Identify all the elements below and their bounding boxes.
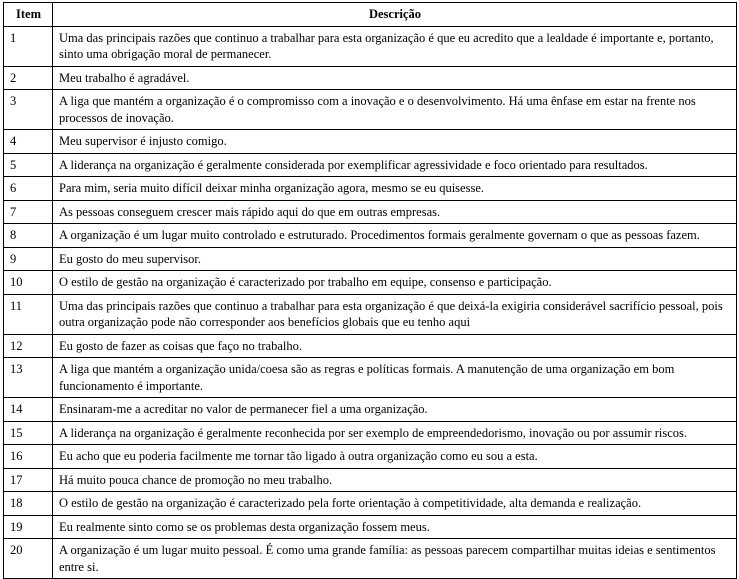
table-header-row [4, 3, 737, 27]
table-row [4, 398, 737, 422]
table-body [4, 26, 737, 579]
cell-item-description: As pessoas conseguem crescer mais rápido aqui do que em outras empresas. [53, 200, 737, 224]
cell-item-number: 11 [4, 294, 53, 334]
table-row [4, 200, 737, 224]
cell-item-number: 8 [4, 224, 53, 248]
table-row [4, 177, 737, 201]
table-row [4, 26, 737, 66]
cell-item-description: A organização é um lugar muito pessoal. É como uma grande família: as pessoas parecem compartilhar muitas ideias e sentimentos entre si. [53, 539, 737, 579]
cell-item-description: Para mim, seria muito difícil deixar minha organização agora, mesmo se eu quisesse. [53, 177, 737, 201]
cell-item-description: O estilo de gestão na organização é caracterizado pela forte orientação à competitividade, alta demanda e realização. [53, 492, 737, 516]
table-row [4, 294, 737, 334]
table-row [4, 539, 737, 579]
column-header-item: Item [4, 3, 53, 27]
cell-item-number: 12 [4, 334, 53, 358]
cell-item-description: Há muito pouca chance de promoção no meu trabalho. [53, 468, 737, 492]
table-row [4, 130, 737, 154]
cell-item-number: 7 [4, 200, 53, 224]
cell-item-description: Uma das principais razões que continuo a trabalhar para esta organização é que eu acredito que a lealdade é importante e, portanto, sinto uma obrigação moral de permanecer. [53, 26, 737, 66]
cell-item-description: Uma das principais razões que continuo a trabalhar para esta organização é que deixá-la exigiria considerável sacrifício pessoal, pois outra organização pode não corresponder aos benefícios globais que eu tenho aqui [53, 294, 737, 334]
cell-item-number: 5 [4, 153, 53, 177]
table-row [4, 334, 737, 358]
cell-item-number: 15 [4, 421, 53, 445]
cell-item-number: 6 [4, 177, 53, 201]
cell-item-number: 19 [4, 515, 53, 539]
table-row [4, 90, 737, 130]
table-row [4, 224, 737, 248]
cell-item-number: 1 [4, 26, 53, 66]
cell-item-number: 9 [4, 247, 53, 271]
column-header-description: Descrição [53, 3, 737, 27]
cell-item-description: A liga que mantém a organização é o compromisso com a inovação e o desenvolvimento. Há uma ênfase em estar na frente nos processos de inovação. [53, 90, 737, 130]
table-row [4, 271, 737, 295]
cell-item-description: A liga que mantém a organização unida/coesa são as regras e políticas formais. A manutenção de uma organização em bom funcionamento é importante. [53, 358, 737, 398]
cell-item-description: Eu gosto de fazer as coisas que faço no trabalho. [53, 334, 737, 358]
cell-item-number: 16 [4, 445, 53, 469]
table-header [4, 3, 737, 27]
cell-item-number: 18 [4, 492, 53, 516]
table-row [4, 247, 737, 271]
cell-item-description: A liderança na organização é geralmente considerada por exemplificar agressividade e foco orientado para resultados. [53, 153, 737, 177]
table-row [4, 515, 737, 539]
table-row [4, 421, 737, 445]
cell-item-description: Eu acho que eu poderia facilmente me tornar tão ligado à outra organização como eu sou a esta. [53, 445, 737, 469]
cell-item-number: 3 [4, 90, 53, 130]
cell-item-description: Eu gosto do meu supervisor. [53, 247, 737, 271]
cell-item-description: Meu trabalho é agradável. [53, 66, 737, 90]
cell-item-number: 2 [4, 66, 53, 90]
cell-item-number: 14 [4, 398, 53, 422]
cell-item-description: A organização é um lugar muito controlado e estruturado. Procedimentos formais geralmente governam o que as pessoas fazem. [53, 224, 737, 248]
cell-item-number: 17 [4, 468, 53, 492]
cell-item-number: 20 [4, 539, 53, 579]
cell-item-description: Meu supervisor é injusto comigo. [53, 130, 737, 154]
table-row [4, 153, 737, 177]
cell-item-description: Ensinaram-me a acreditar no valor de permanecer fiel a uma organização. [53, 398, 737, 422]
cell-item-description: Eu realmente sinto como se os problemas desta organização fossem meus. [53, 515, 737, 539]
cell-item-number: 13 [4, 358, 53, 398]
items-table [3, 2, 737, 579]
table-row [4, 358, 737, 398]
cell-item-description: O estilo de gestão na organização é caracterizado por trabalho em equipe, consenso e participação. [53, 271, 737, 295]
table-row [4, 445, 737, 469]
table-row [4, 66, 737, 90]
cell-item-description: A liderança na organização é geralmente reconhecida por ser exemplo de empreendedorismo, inovação ou por assumir riscos. [53, 421, 737, 445]
cell-item-number: 4 [4, 130, 53, 154]
table-row [4, 492, 737, 516]
cell-item-number: 10 [4, 271, 53, 295]
table-row [4, 468, 737, 492]
